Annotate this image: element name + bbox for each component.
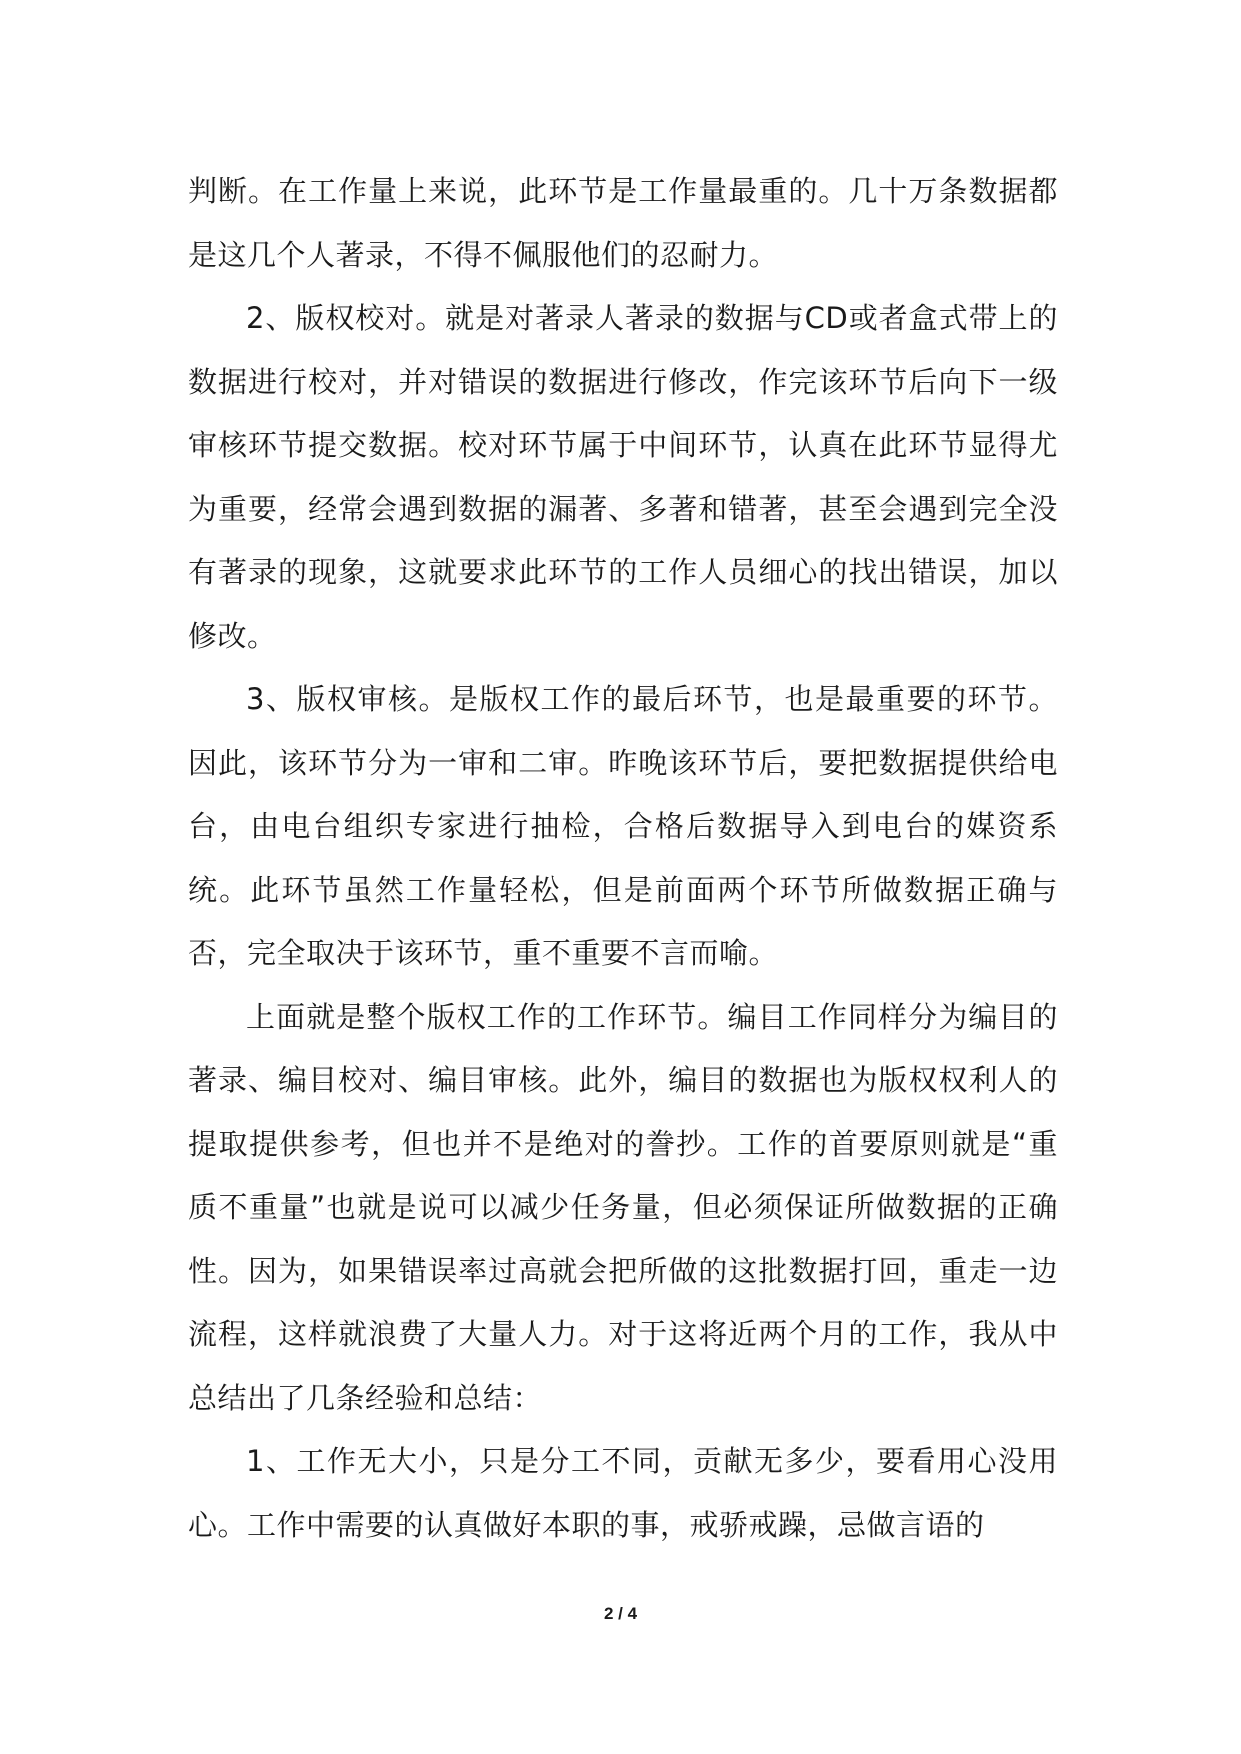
paragraph-copyright-review: 3、版权审核。是版权工作的最后环节，也是最重要的环节。因此，该环节分为一审和二审。昨晚该环节后，要把数据提供给电台，由电台组织专家进行抽检，合格后数据导入到电台的媒资系统。此环节虽然工作量轻松，但是前面两个环节所做数据正确与否，完全取决于该环节，重不重要不言而喻。: [188, 682, 1058, 970]
document-body: [188, 160, 1058, 1557]
paragraph-lesson-one: 1、工作无大小，只是分工不同，贡献无多少，要看用心没用心。工作中需要的认真做好本职的事，戒骄戒躁，忌做言语的: [188, 1444, 1058, 1542]
page-number: 2 / 4: [603, 1604, 638, 1623]
paragraph-continuation: 判断。在工作量上来说，此环节是工作量最重的。几十万条数据都是这几个人著录，不得不佩服他们的忍耐力。: [188, 174, 1058, 272]
paragraph-work-summary: 上面就是整个版权工作的工作环节。编目工作同样分为编目的著录、编目校对、编目审核。此外，编目的数据也为版权权利人的提取提供参考，但也并不是绝对的誊抄。工作的首要原则就是“重质不重量”也就是说可以减少任务量，但必须保证所做数据的正确性。因为，如果错误率过高就会把所做的这批数据打回，重走一边流程，这样就浪费了大量人力。对于这将近两个月的工作，我从中总结出了几条经验和总结：: [188, 999, 1058, 1415]
paragraph-copyright-proofreading: 2、版权校对。就是对著录人著录的数据与CD或者盒式带上的数据进行校对，并对错误的数据进行修改，作完该环节后向下一级审核环节提交数据。校对环节属于中间环节，认真在此环节显得尤为重要，经常会遇到数据的漏著、多著和错著，甚至会遇到完全没有著录的现象，这就要求此环节的工作人员细心的找出错误，加以修改。: [188, 301, 1058, 653]
